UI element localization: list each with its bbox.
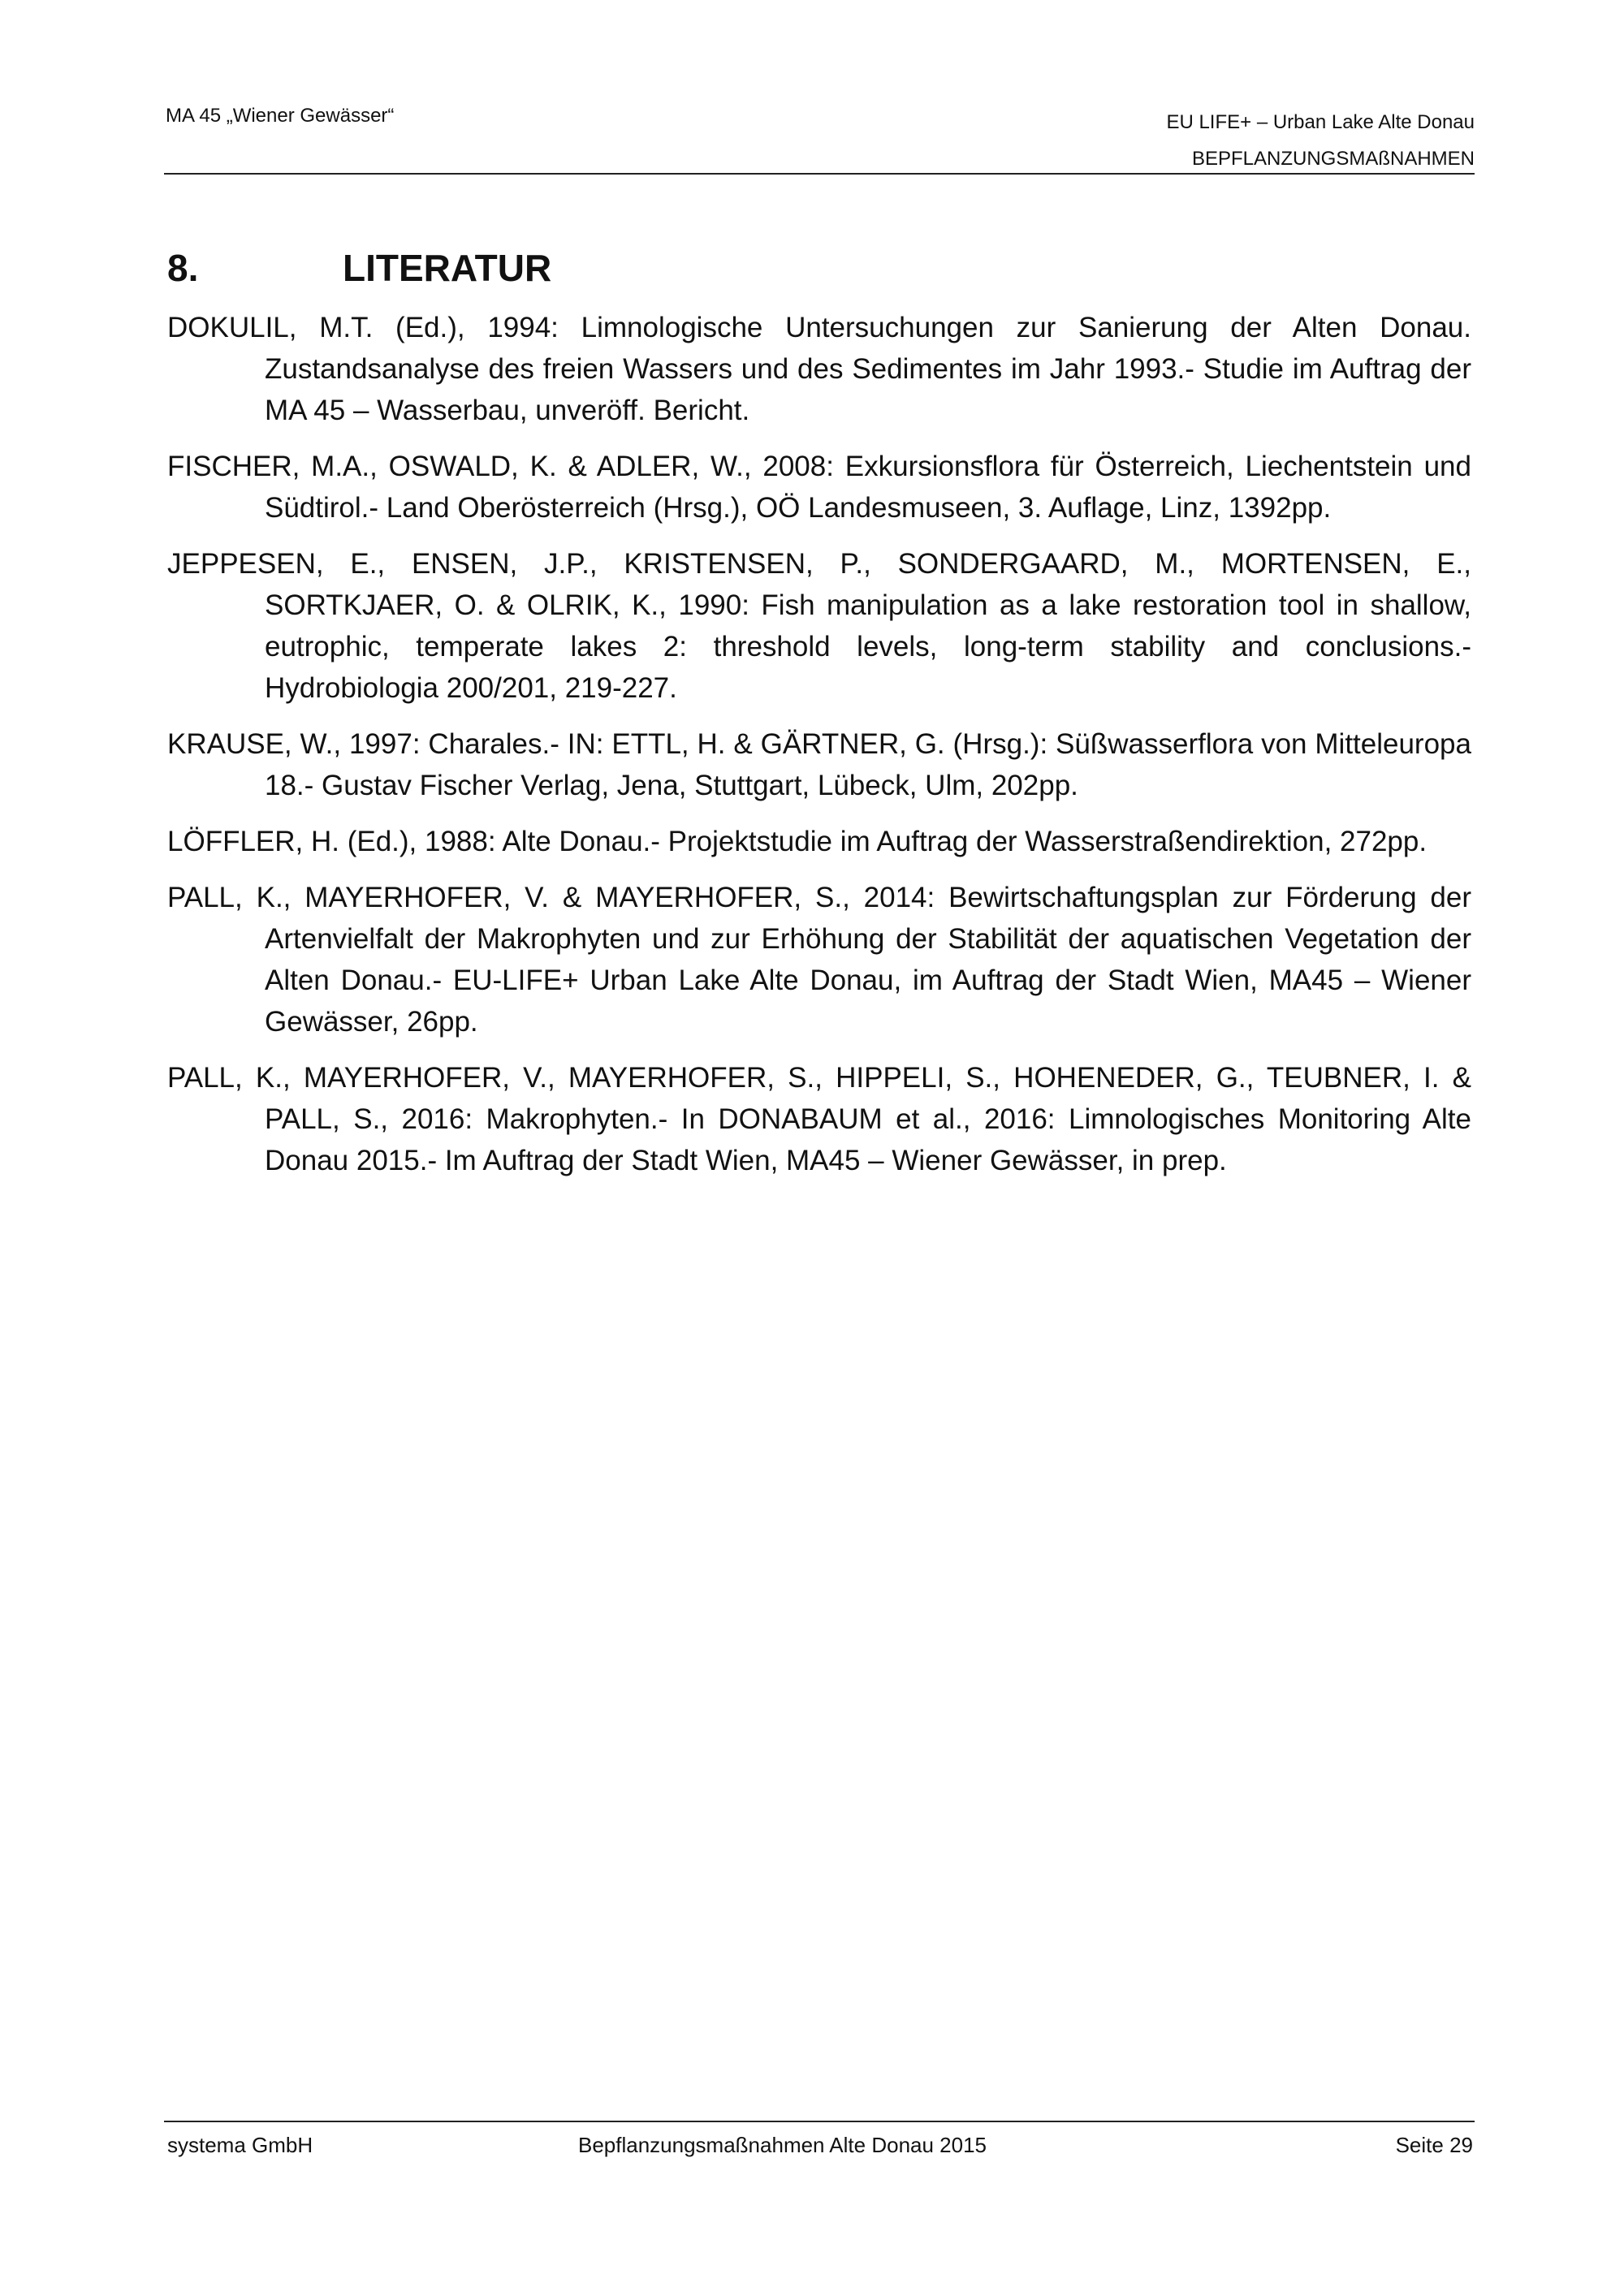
- header-divider: [164, 173, 1475, 175]
- footer-divider: [164, 2121, 1475, 2122]
- section-title: LITERATUR: [343, 247, 552, 289]
- page-number: Seite 29: [1395, 2133, 1473, 2157]
- reference-entry: PALL, K., MAYERHOFER, V., MAYERHOFER, S., HIPPELI, S., HOHENEDER, G., TEUBNER, I. & PALL, S., 2016: Makrophyten.- In DONABAUM et al., 2016: Limnologisches Monitoring Alte Donau 2015.- Im Auftrag der Stadt Wien, MA45 – Wiener Gewässer, in prep.: [167, 1062, 1471, 1176]
- reference-entry: DOKULIL, M.T. (Ed.), 1994: Limnologische Untersuchungen zur Sanierung der Alten Donau. Zustandsanalyse des freien Wassers und des Sedimentes im Jahr 1993.- Studie im Auftrag der MA 45 – Wasserbau, unveröff. Bericht.: [167, 312, 1471, 426]
- reference-entry: JEPPESEN, E., ENSEN, J.P., KRISTENSEN, P., SONDERGAARD, M., MORTENSEN, E., SORTKJAER, O. & OLRIK, K., 1990: Fish manipulation as a lake restoration tool in shallow, eutrophic, temperate lakes 2: threshold levels, long-term stability and conclusions.- Hydrobiologia 200/201, 219-227.: [167, 548, 1471, 704]
- section-heading: [167, 245, 551, 291]
- header-project: [1166, 104, 1475, 177]
- header-document-subject: BEPFLANZUNGSMAßNAHMEN: [1191, 148, 1475, 170]
- reference-entry: KRAUSE, W., 1997: Charales.- IN: ETTL, H. & GÄRTNER, G. (Hrsg.): Süßwasserflora von Mitteleuropa 18.- Gustav Fischer Verlag, Jena, Stuttgart, Lübeck, Ulm, 202pp.: [167, 728, 1471, 801]
- footer-company: systema GmbH: [167, 2133, 313, 2157]
- reference-list: [167, 307, 1471, 1196]
- reference-entry: FISCHER, M.A., OSWALD, K. & ADLER, W., 2008: Exkursionsflora für Österreich, Liechentstein und Südtirol.- Land Oberösterreich (Hrsg.), OÖ Landesmuseen, 3. Auflage, Linz, 1392pp.: [167, 451, 1471, 524]
- reference-entry: LÖFFLER, H. (Ed.), 1988: Alte Donau.- Projektstudie im Auftrag der Wasserstraßendirektion, 272pp.: [167, 826, 1427, 857]
- section-number: 8.: [167, 247, 199, 289]
- footer-document-title: Bepflanzungsmaßnahmen Alte Donau 2015: [578, 2133, 987, 2157]
- header-project-title: EU LIFE+ – Urban Lake Alte Donau: [1166, 111, 1475, 133]
- header-organization: MA 45 „Wiener Gewässer“: [166, 105, 395, 127]
- reference-entry: PALL, K., MAYERHOFER, V. & MAYERHOFER, S., 2014: Bewirtschaftungsplan zur Förderung der Artenvielfalt der Makrophyten und zur Erhöhung der Stabilität der aquatischen Vegetation der Alten Donau.- EU-LIFE+ Urban Lake Alte Donau, im Auftrag der Stadt Wien, MA45 – Wiener Gewässer, 26pp.: [167, 882, 1471, 1038]
